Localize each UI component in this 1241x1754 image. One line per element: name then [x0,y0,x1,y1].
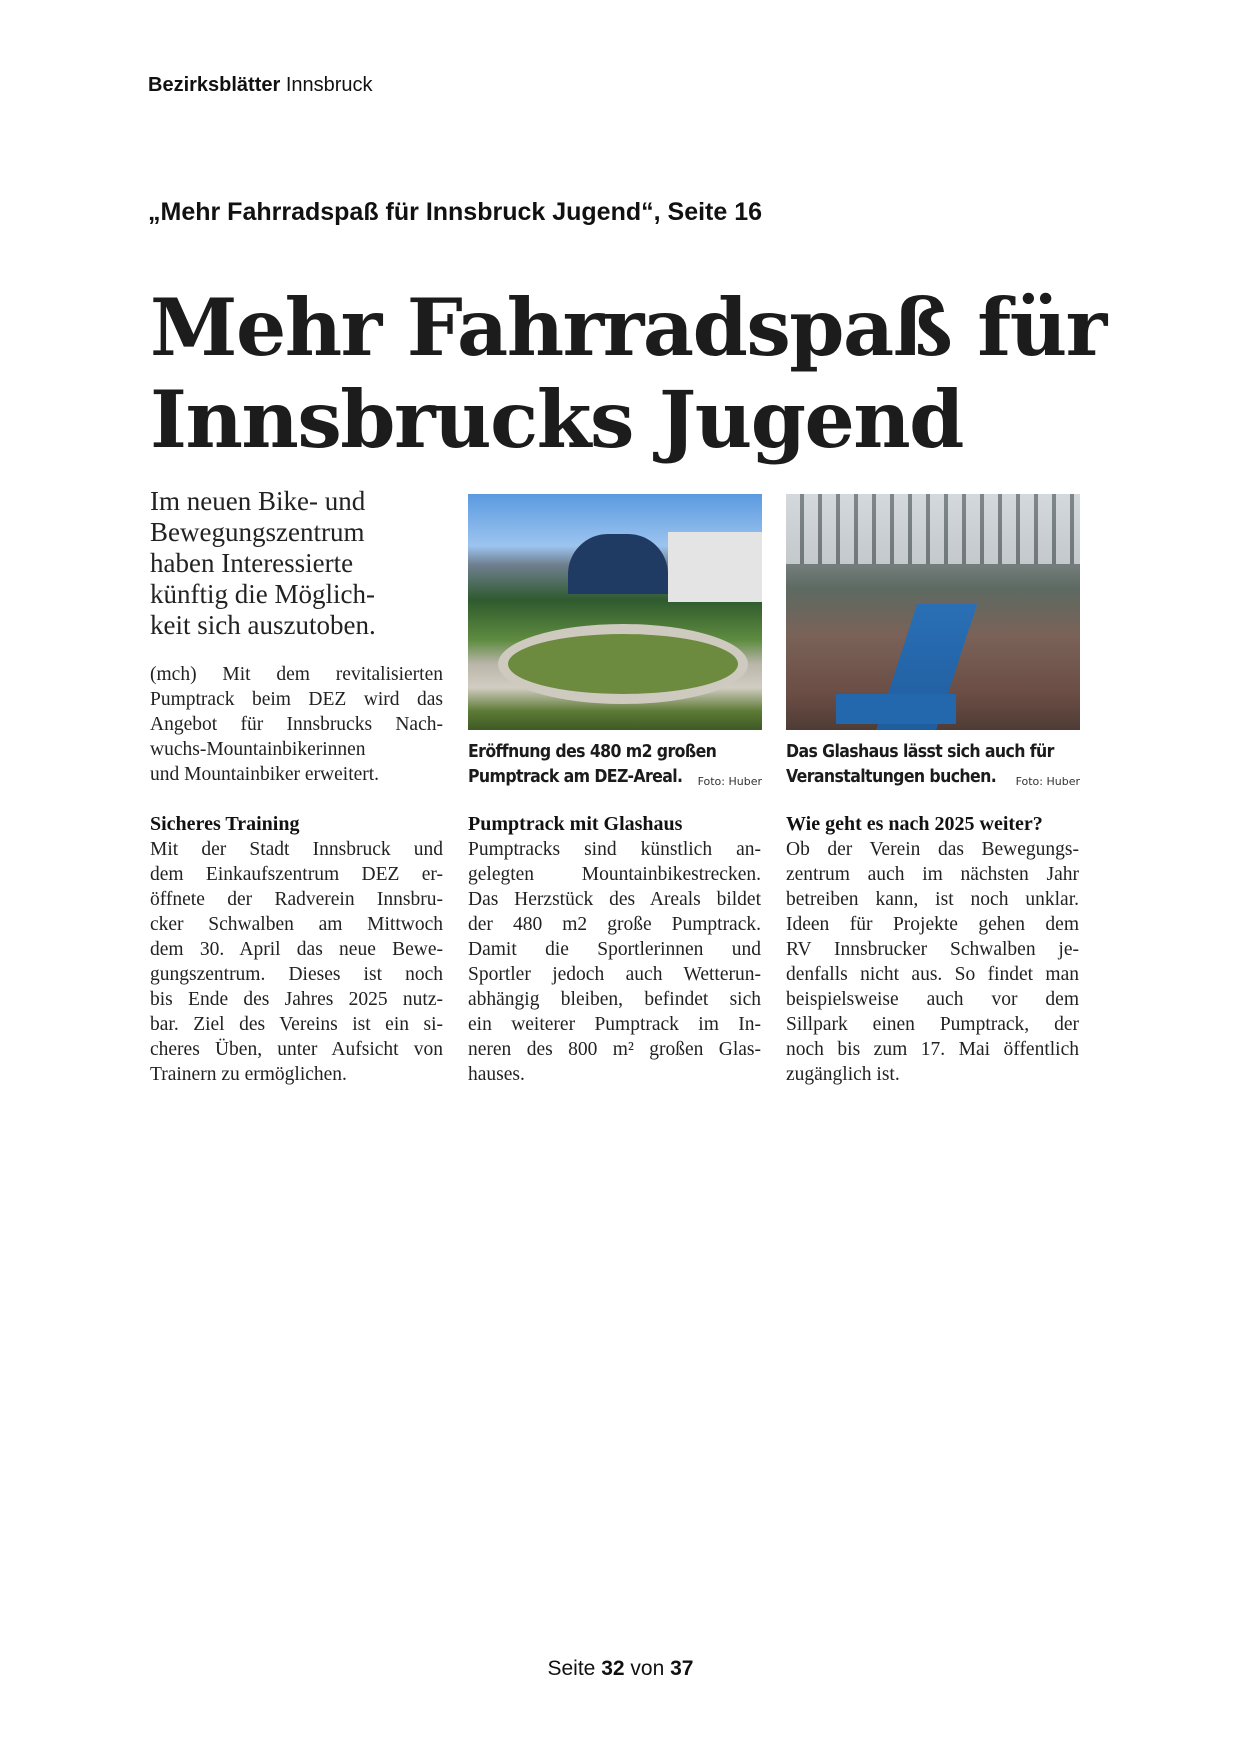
text-line: Damit die Sportlerinnen und [468,939,761,960]
text-line: betreiben kann, ist noch unklar. [786,889,1079,910]
text-line: öffnete der Radverein Innsbru- [150,889,443,910]
text-line: cheres Üben, unter Aufsicht von [150,1039,443,1060]
footer-middle: von [630,1657,665,1680]
text-line: zugänglich ist. [786,1064,900,1085]
publication-bold: Bezirksblätter [148,74,281,96]
footer-prefix: Seite [547,1657,596,1680]
text-line: Trainern zu ermöglichen. [150,1064,347,1085]
text-line: dem 30. April das neue Bewe- [150,939,443,960]
glashaus-photo [786,494,1080,730]
headline-line: Mehr Fahrradspaß für [150,281,1106,374]
deck-line: Im neuen Bike- und [150,486,366,516]
intro-paragraph [150,662,443,787]
roof-shape [786,494,1080,564]
publication-region: Innsbruck [285,74,373,96]
building-shape [568,534,668,594]
text-line: abhängig bleiben, befindet sich [468,989,761,1010]
text-line: Pumptracks sind künstlich an- [468,839,761,860]
text-line: noch bis zum 17. Mai öffentlich [786,1039,1079,1060]
photo-caption [786,740,1080,790]
deck [150,486,450,641]
text-line: Ideen für Projekte gehen dem [786,914,1079,935]
caption-line: Veranstaltungen buchen. [786,767,997,787]
photo-credit: Foto: Huber [697,775,762,788]
deck-line: keit sich auszutoben. [150,610,376,640]
section-heading: Pumptrack mit Glashaus [468,813,683,835]
text-line: gungszentrum. Dieses ist noch [150,964,443,985]
text-line: bis Ende des Jahres 2025 nutz- [150,989,443,1010]
deck-line: künftig die Möglich- [150,579,375,609]
caption-line: Das Glashaus lässt sich auch für [786,742,1054,762]
text-line: Pumptrack beim DEZ wird das [150,689,443,710]
text-line: Sportler jedoch auch Wetterun- [468,964,761,985]
text-line: zentrum auch im nächsten Jahr [786,864,1079,885]
text-line: hauses. [468,1064,525,1085]
caption-line: Pumptrack am DEZ-Areal. [468,767,683,787]
text-line: Das Herzstück des Areals bildet [468,889,761,910]
text-line: bar. Ziel des Vereins ist ein si- [150,1014,443,1035]
text-line: cker Schwalben am Mittwoch [150,914,443,935]
publication-name [148,74,373,97]
text-line: und Mountainbiker erweitert. [150,764,380,785]
deck-line: haben Interessierte [150,548,354,578]
building-shape [668,532,762,602]
text-line: wuchs-Mountainbikerinnen [150,739,366,760]
text-line: dem Einkaufszentrum DEZ er- [150,864,443,885]
article-column [786,812,1079,1087]
headline-line: Innsbrucks Jugend [150,373,963,466]
text-line: Angebot für Innsbrucks Nach- [150,714,443,735]
text-line: der 480 m2 große Pumptrack. [468,914,761,935]
text-line: Sillpark einen Pumptrack, der [786,1014,1079,1035]
text-line: Mit der Stadt Innsbruck und [150,839,443,860]
text-line: denfalls nicht aus. So findet man [786,964,1079,985]
text-line: RV Innsbrucker Schwalben je- [786,939,1079,960]
text-line: gelegten Mountainbikestrecken. [468,864,761,885]
text-line: beispielsweise auch vor dem [786,989,1079,1010]
photo-credit: Foto: Huber [1015,775,1080,788]
deck-line: Bewegungszentrum [150,517,365,547]
headline [150,281,1106,466]
page-footer [0,1657,1241,1681]
text-line: ein weiterer Pumptrack im In- [468,1014,761,1035]
article-column [468,812,761,1087]
text-line: (mch) Mit dem revitalisierten [150,664,443,685]
article-column [150,812,443,1087]
total-pages: 37 [670,1657,694,1680]
text-line: neren des 800 m² großen Glas- [468,1039,761,1060]
text-line: Ob der Verein das Bewegungs- [786,839,1079,860]
photo-caption [468,740,762,790]
section-heading: Sicheres Training [150,813,300,835]
caption-line: Eröffnung des 480 m2 großen [468,742,717,762]
pumptrack-photo [468,494,762,730]
track-shape [498,624,748,704]
section-heading: Wie geht es nach 2025 weiter? [786,813,1043,835]
current-page: 32 [601,1657,625,1680]
ramp-shape [836,694,956,724]
article-reference: „Mehr Fahrradspaß für Innsbruck Jugend“, Seite 16 [148,198,763,226]
